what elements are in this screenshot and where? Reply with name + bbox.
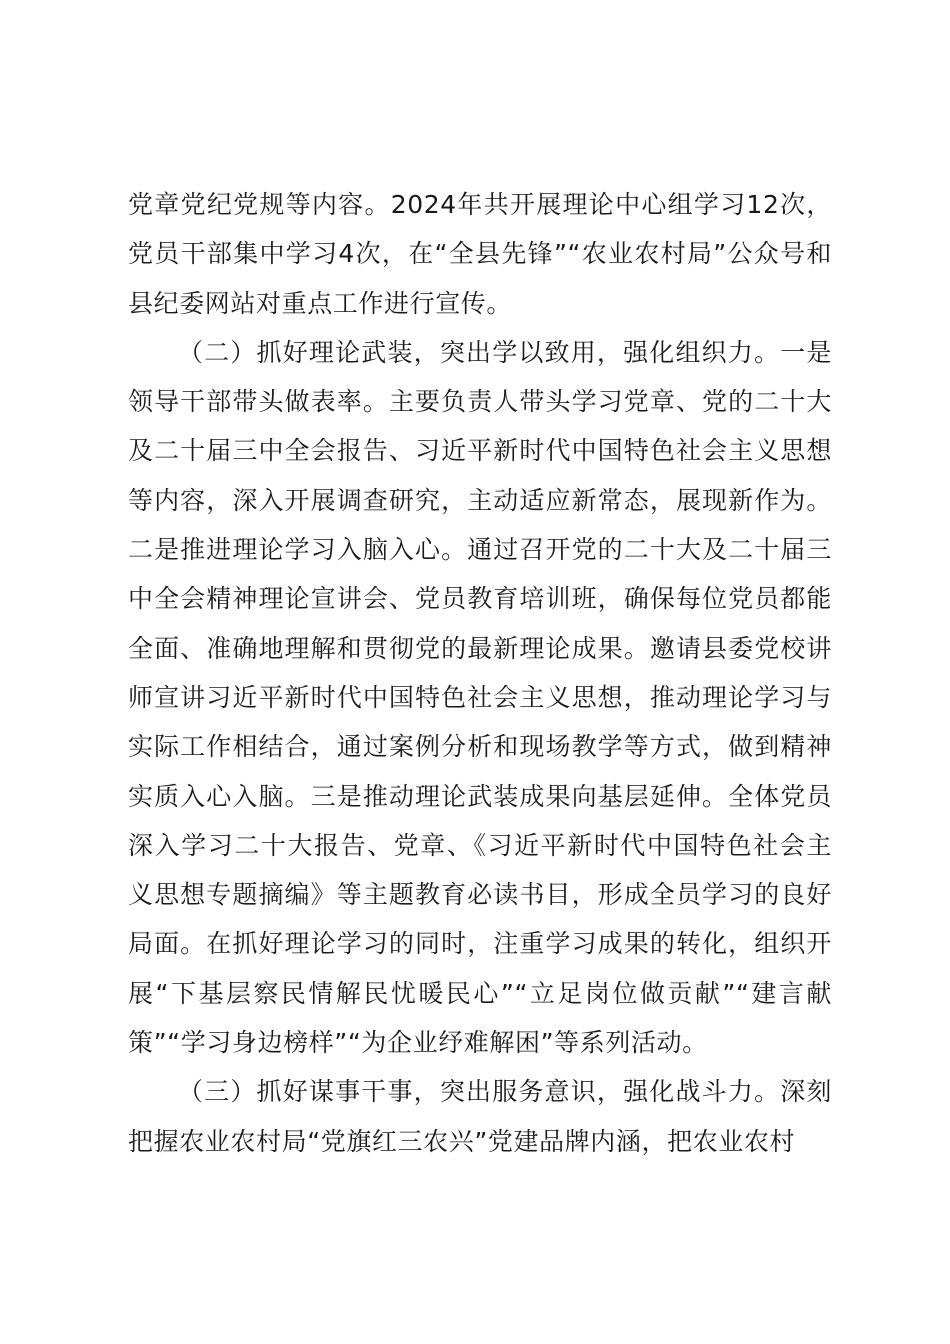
- paragraph-continuation: 党章党纪党规等内容。2024年共开展理论中心组学习12次，党员干部集中学习4次，在“全县先锋”“农业农村局”公众号和县纪委网站对重点工作进行宣传。: [128, 190, 832, 318]
- paragraph-service-awareness: （三）抓好谋事干事，突出服务意识，强化战斗力。深刻把握农业农村局“党旗红三农兴”党建品牌内涵，把农业农村: [128, 1077, 832, 1156]
- paragraph-theory-armament: （二）抓好理论武装，突出学以致用，强化组织力。一是领导干部带头做表率。主要负责人带头学习党章、党的二十大及二十届三中全会报告、习近平新时代中国特色社会主义思想等内容，深入开展调查研究，主动适应新常态，展现新作为。二是推进理论学习入脑入心。通过召开党的二十大及二十届三中全会精神理论宣讲会、党员教育培训班，确保每位党员都能全面、准确地理解和贯彻党的最新理论成果。邀请县委党校讲师宣讲习近平新时代中国特色社会主义思想，推动理论学习与实际工作相结合，通过案例分析和现场教学等方式，做到精神实质入心入脑。三是推动理论武装成果向基层延伸。全体党员深入学习二十大报告、党章、《习近平新时代中国特色社会主义思想专题摘编》等主题教育必读书目，形成全员学习的良好局面。在抓好理论学习的同时，注重学习成果的转化，组织开展“下基层察民情解民忧暖民心”“立足岗位做贡献”“建言献策”“学习身边榜样”“为企业纾难解困”等系列活动。: [128, 337, 832, 1058]
- document-body: [128, 180, 832, 1166]
